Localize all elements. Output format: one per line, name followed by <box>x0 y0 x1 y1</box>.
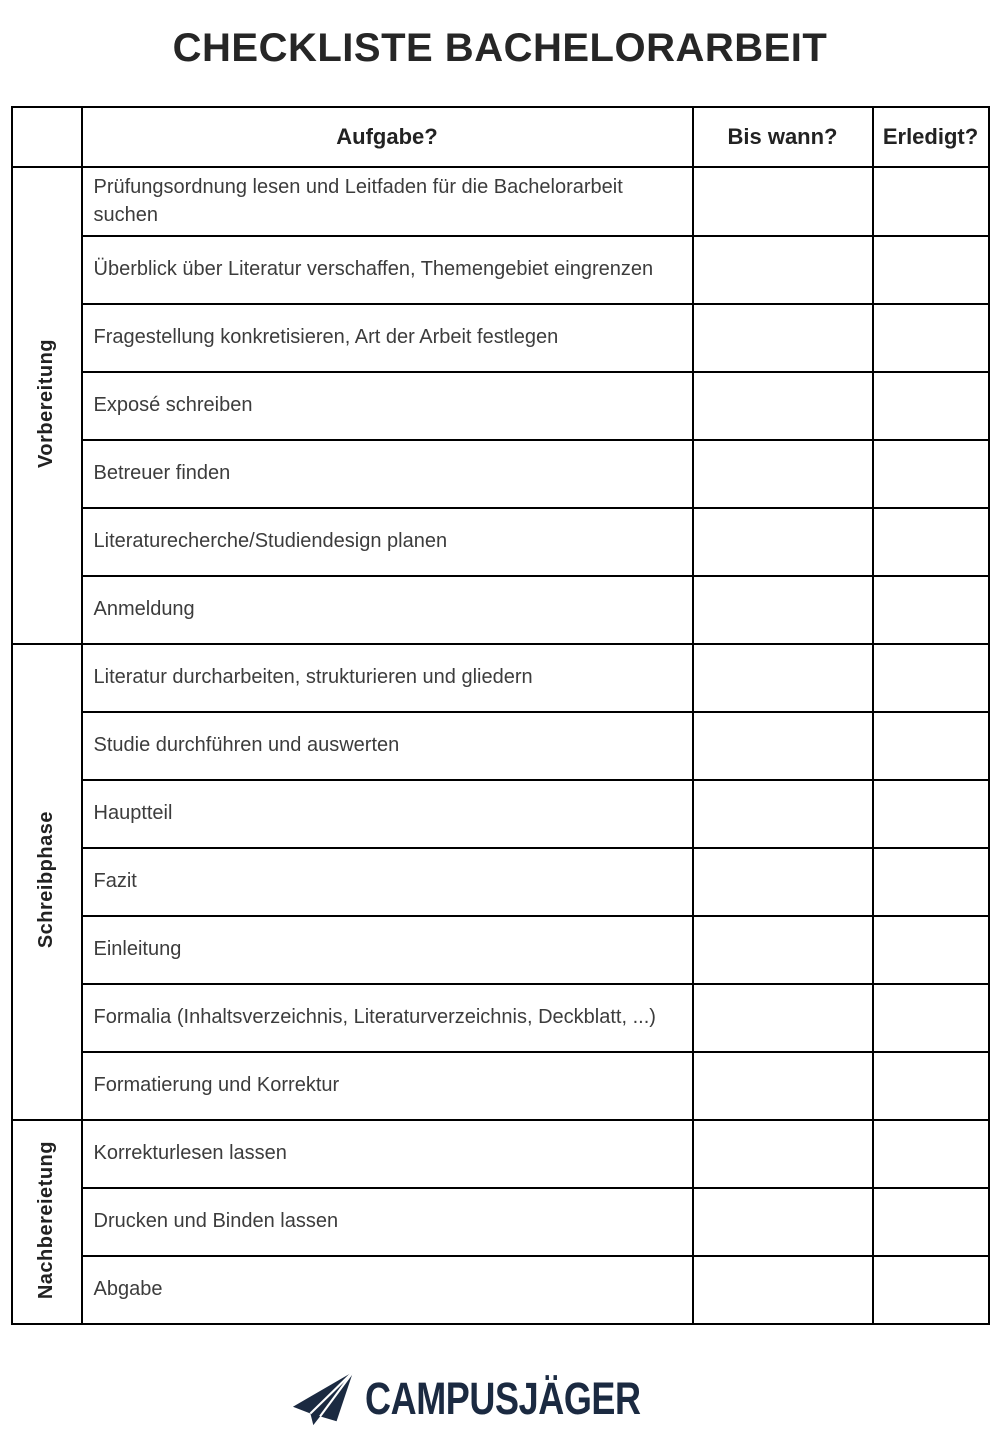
done-cell <box>873 1256 989 1324</box>
page-title: CHECKLISTE BACHELORARBEIT <box>172 26 828 70</box>
done-cell <box>873 1188 989 1256</box>
done-cell <box>873 508 989 576</box>
done-cell <box>873 304 989 372</box>
done-cell <box>873 167 989 236</box>
due-cell <box>693 644 873 712</box>
task-row <box>12 712 989 780</box>
due-cell <box>693 508 873 576</box>
task-cell: Abgabe <box>82 1256 693 1324</box>
task-row <box>12 780 989 848</box>
done-cell <box>873 236 989 304</box>
done-cell <box>873 576 989 644</box>
done-cell <box>873 1120 989 1188</box>
due-cell <box>693 1188 873 1256</box>
task-cell: Literaturecherche/Studiendesign planen <box>82 508 693 576</box>
checklist-table <box>11 106 990 1325</box>
corner-cell <box>12 107 82 167</box>
task-row <box>12 916 989 984</box>
done-cell <box>873 644 989 712</box>
due-cell <box>693 167 873 236</box>
due-cell <box>693 712 873 780</box>
task-row <box>12 304 989 372</box>
header-row <box>12 107 989 167</box>
done-cell <box>873 984 989 1052</box>
due-cell <box>693 1120 873 1188</box>
task-row <box>12 236 989 304</box>
task-row <box>12 1188 989 1256</box>
logo-text: CAMPUSJÄGER <box>364 1372 641 1424</box>
task-row <box>12 372 989 440</box>
phase-label: Schreibphase <box>35 811 57 949</box>
phase-label: Nachbereietung <box>35 1140 57 1299</box>
due-cell <box>693 304 873 372</box>
done-cell <box>873 780 989 848</box>
task-cell: Formalia (Inhaltsverzeichnis, Literaturverzeichnis, Deckblatt, ...) <box>82 984 693 1052</box>
done-cell <box>873 372 989 440</box>
phase-label: Vorbereitung <box>35 338 57 468</box>
due-cell <box>693 984 873 1052</box>
task-cell: Betreuer finden <box>82 440 693 508</box>
phase-cell <box>12 1120 82 1324</box>
due-cell <box>693 372 873 440</box>
done-cell <box>873 848 989 916</box>
done-cell <box>873 1052 989 1120</box>
task-cell: Anmeldung <box>82 576 693 644</box>
task-row <box>12 644 989 712</box>
task-cell: Korrekturlesen lassen <box>82 1120 693 1188</box>
table-body <box>12 167 989 1324</box>
task-cell: Formatierung und Korrektur <box>82 1052 693 1120</box>
task-cell: Fragestellung konkretisieren, Art der Arbeit festlegen <box>82 304 693 372</box>
due-cell <box>693 780 873 848</box>
done-cell <box>873 712 989 780</box>
task-row <box>12 508 989 576</box>
due-cell <box>693 440 873 508</box>
task-row <box>12 440 989 508</box>
campusjaeger-logo <box>0 1369 1000 1427</box>
task-row <box>12 984 989 1052</box>
due-cell <box>693 236 873 304</box>
task-cell: Hauptteil <box>82 780 693 848</box>
task-cell: Prüfungsordnung lesen und Leitfaden für die Bachelorarbeit suchen <box>82 167 693 236</box>
column-header-done: Erledigt? <box>873 107 989 167</box>
task-row <box>12 576 989 644</box>
due-cell <box>693 576 873 644</box>
phase-cell <box>12 644 82 1120</box>
column-header-task: Aufgabe? <box>82 107 693 167</box>
task-cell: Drucken und Binden lassen <box>82 1188 693 1256</box>
task-cell: Fazit <box>82 848 693 916</box>
due-cell <box>693 848 873 916</box>
task-row <box>12 848 989 916</box>
task-row <box>12 1120 989 1188</box>
task-cell: Literatur durcharbeiten, strukturieren und gliedern <box>82 644 693 712</box>
paper-plane-icon <box>291 1369 355 1427</box>
task-cell: Einleitung <box>82 916 693 984</box>
done-cell <box>873 916 989 984</box>
due-cell <box>693 1256 873 1324</box>
phase-cell <box>12 167 82 644</box>
done-cell <box>873 440 989 508</box>
task-row <box>12 1256 989 1324</box>
due-cell <box>693 916 873 984</box>
due-cell <box>693 1052 873 1120</box>
task-row <box>12 1052 989 1120</box>
task-cell: Überblick über Literatur verschaffen, Themengebiet eingrenzen <box>82 236 693 304</box>
task-cell: Studie durchführen und auswerten <box>82 712 693 780</box>
task-cell: Exposé schreiben <box>82 372 693 440</box>
task-row <box>12 167 989 236</box>
column-header-due: Bis wann? <box>693 107 873 167</box>
